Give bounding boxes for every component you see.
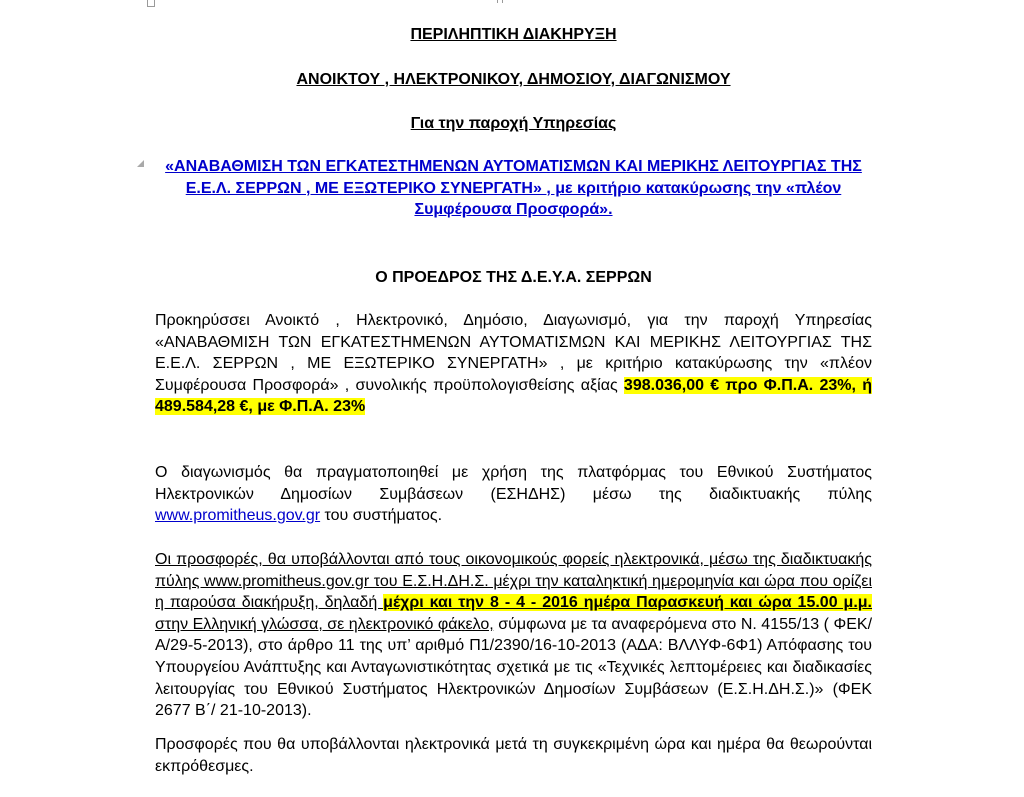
paragraph-platform bbox=[155, 462, 872, 527]
deadline-highlight: μέχρι και την 8 - 4 - 2016 ημέρα Παρασκευή και ώρα 15.00 μ.μ. bbox=[383, 594, 873, 612]
paragraph-late-offers: Προσφορές που θα υποβάλλονται ηλεκτρονικά μετά τη συγκεκριμένη ώρα και ημέρα θα θεωρούνται εκπρόθεσμες. bbox=[155, 736, 872, 775]
heading-title: ΠΕΡΙΛΗΠΤΙΚΗ ΔΙΑΚΗΡΥΞΗ bbox=[410, 26, 617, 43]
subject-heading: «ΑΝΑΒΑΘΜΙΣΗ ΤΩΝ ΕΓΚΑΤΕΣΤΗΜΕΝΩΝ ΑΥΤΟΜΑΤΙΣΜΩΝ ΚΑΙ ΜΕΡΙΚΗΣ ΛΕΙΤΟΥΡΓΙΑΣ ΤΗΣ Ε.Ε.Λ. ΣΕΡΡΩΝ , ΜΕ ΕΞΩΤΕΡΙΚΟ ΣΥΝΕΡΓΑΤΗ» , με κριτήριο κατακύρωσης την «πλέον Συμφέρουσα Προσφορά». bbox=[165, 158, 862, 219]
text-boundary-marker bbox=[147, 0, 155, 7]
paragraph-text: του συστήματος. bbox=[320, 507, 443, 525]
heading-service: Για την παροχή Υπηρεσίας bbox=[410, 115, 617, 132]
president-heading: Ο ΠΡΟΕΔΡΟΣ ΤΗΣ Δ.Ε.Υ.Α. ΣΕΡΡΩΝ bbox=[375, 269, 652, 286]
submission-underlined-text: Οι προσφορές, θα υποβάλλονται από τους οικονομικούς φορείς ηλεκτρονικά, μέσω της διαδικτυακής πύλης www.promitheus.gov.gr του Ε.Σ.Η.ΔΗ.Σ. μέχρι την καταληκτική ημερομηνία και ώρα που ορίζει η παρούσα διακήρυξη, δηλαδή bbox=[155, 551, 872, 612]
text-boundary-marker bbox=[497, 0, 503, 3]
promitheus-link[interactable]: www.promitheus.gov.gr bbox=[155, 507, 321, 525]
paragraph-text: σύμφωνα με τα αναφερόμενα στο Ν. 4155/13 ( ΦΕΚ/Α/29-5-2013), στο άρθρο 11 της υπ’ αριθμό Π1/2390/16-10-2013 (ΑΔΑ: ΒΛΛΥΦ-6Φ1) Απόφασης του Υπουργείου Ανάπτυξης και Ανταγωνιστικότητας σχετικά με τις «Τεχνικές λεπτομέρειες και διαδικασίες λειτουργίας του Εθνικού Συστήματος Ηλεκτρονικών Δημοσίων Συμβάσεων (Ε.Σ.Η.ΔΗ.Σ.)» (ΦΕΚ 2677 Β΄/ 21-10-2013). bbox=[155, 615, 873, 720]
collapse-heading-icon[interactable] bbox=[137, 160, 144, 167]
paragraph-text: Προκηρύσσει Ανοικτό , Ηλεκτρονικό, Δημόσιο, Διαγωνισμό, για την παροχή Υπηρεσίας «ΑΝΑΒΑΘΜΙΣΗ ΤΩΝ ΕΓΚΑΤΕΣΤΗΜΕΝΩΝ ΑΥΤΟΜΑΤΙΣΜΩΝ ΚΑΙ ΜΕΡΙΚΗΣ ΛΕΙΤΟΥΡΓΙΑΣ ΤΗΣ Ε.Ε.Λ. ΣΕΡΡΩΝ , ΜΕ ΕΞΩΤΕΡΙΚΟ ΣΥΝΕΡΓΑΤΗ» , με κριτήριο κατακύρωσης την «πλέον Συμφέρουσα Προσφορά» , συνολικής προϋπολογισθείσης αξίας bbox=[155, 312, 872, 394]
heading-tender-type: ΑΝΟΙΚΤΟΥ , ΗΛΕΚΤΡΟΝΙΚΟΥ, ΔΗΜΟΣΙΟΥ, ΔΙΑΓΩΝΙΣΜΟΥ bbox=[296, 71, 731, 88]
paragraph-text: Ο διαγωνισμός θα πραγματοποιηθεί με χρήση της πλατφόρμας του Εθνικού Συστήματος Ηλεκτρονικών Δημοσίων Συμβάσεων (ΕΣΗΔΗΣ) μέσω της διαδικτυακής πύλης bbox=[155, 464, 872, 503]
paragraph-submission bbox=[155, 549, 872, 722]
budget-value-highlight: 398.036,00 € προ Φ.Π.Α. 23%, ή 489.584,28 €, με Φ.Π.Α. 23% bbox=[155, 376, 872, 416]
language-underlined-text: στην Ελληνική γλώσσα, σε ηλεκτρονικό φάκελο, bbox=[155, 615, 494, 633]
paragraph-announcement bbox=[155, 310, 872, 418]
